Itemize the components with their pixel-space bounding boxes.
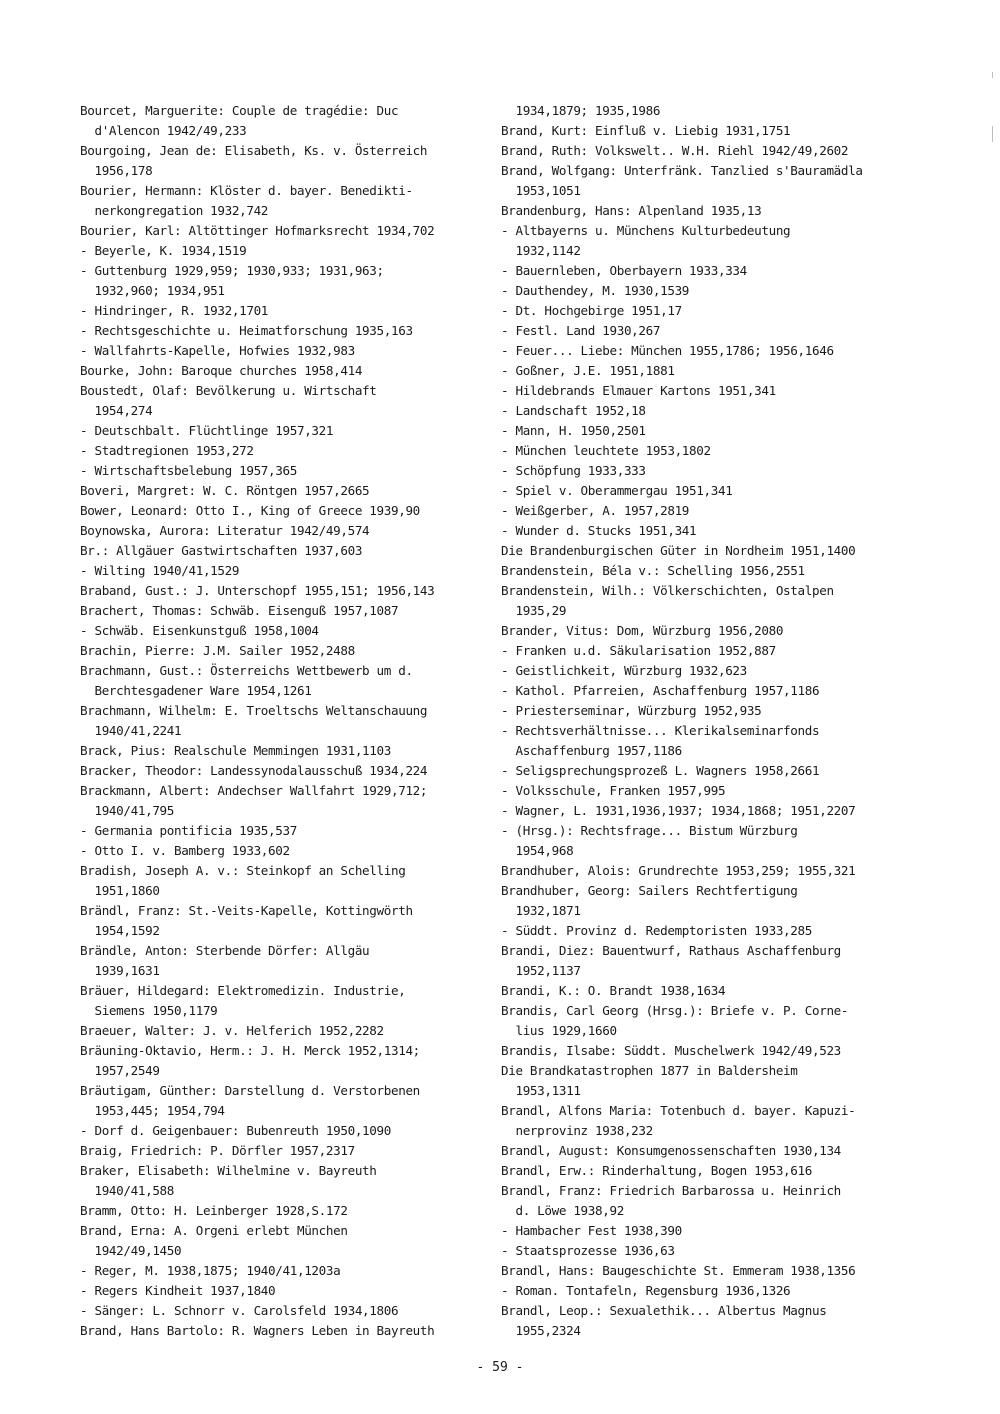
index-entry-line: Bourgoing, Jean de: Elisabeth, Ks. v. Österreich — [80, 143, 428, 158]
index-entry-line: Aschaffenburg 1957,1186 — [501, 743, 682, 758]
index-entry-line: - Reger, M. 1938,1875; 1940/41,1203a — [80, 1263, 341, 1278]
index-entry-line: Braband, Gust.: J. Unterschopf 1955,151; 1956,143 — [80, 583, 435, 598]
page-number: - 59 - — [476, 1360, 524, 1375]
index-entry-line: 1932,960; 1934,951 — [80, 283, 225, 298]
index-entry-line: - Mann, H. 1950,2501 — [501, 423, 646, 438]
index-entry-line: - Kathol. Pfarreien, Aschaffenburg 1957,1186 — [501, 683, 820, 698]
index-entry-line: Brandl, Alfons Maria: Totenbuch d. bayer. Kapuzi- — [501, 1103, 856, 1118]
index-entry-line: - Altbayerns u. Münchens Kulturbedeutung — [501, 223, 791, 238]
index-entry-line: 1932,1871 — [501, 903, 581, 918]
index-entry-line: 1940/41,588 — [80, 1183, 175, 1198]
index-entry-line: 1932,1142 — [501, 243, 581, 258]
index-entry-line: Brandis, Ilsabe: Süddt. Muschelwerk 1942/49,523 — [501, 1043, 841, 1058]
index-entry-line: Bracker, Theodor: Landessynodalausschuß 1934,224 — [80, 763, 428, 778]
index-entry-line: Brandhuber, Alois: Grundrechte 1953,259; 1955,321 — [501, 863, 856, 878]
index-entry-line: Bräuning-Oktavio, Herm.: J. H. Merck 1952,1314; — [80, 1043, 420, 1058]
index-entry-line: 1942/49,1450 — [80, 1243, 182, 1258]
index-entry-line: - Wallfahrts-Kapelle, Hofwies 1932,983 — [80, 343, 355, 358]
index-entry-line: Brandenburg, Hans: Alpenland 1935,13 — [501, 203, 762, 218]
index-entry-line: Bower, Leonard: Otto I., King of Greece 1939,90 — [80, 503, 420, 518]
index-entry-line: - Rechtsverhältnisse... Klerikalseminarfonds — [501, 723, 820, 738]
index-entry-line: Brand, Hans Bartolo: R. Wagners Leben in Bayreuth — [80, 1323, 435, 1338]
index-entry-line: 1934,1879; 1935,1986 — [501, 103, 661, 118]
index-entry-line: d. Löwe 1938,92 — [501, 1203, 624, 1218]
index-entry-line: 1957,2549 — [80, 1063, 160, 1078]
index-entry-line: - Germania pontificia 1935,537 — [80, 823, 297, 838]
index-entry-line: - Franken u.d. Säkularisation 1952,887 — [501, 643, 776, 658]
index-entry-line: - Süddt. Provinz d. Redemptoristen 1933,285 — [501, 923, 812, 938]
index-entry-line: - Weißgerber, A. 1957,2819 — [501, 503, 690, 518]
index-entry-line: - Dauthendey, M. 1930,1539 — [501, 283, 690, 298]
index-entry-line: Braeuer, Walter: J. v. Helferich 1952,2282 — [80, 1023, 384, 1038]
index-entry-line: Braig, Friedrich: P. Dörfler 1957,2317 — [80, 1143, 355, 1158]
index-entry-line: 1953,1311 — [501, 1083, 581, 1098]
index-entry-line: Brand, Erna: A. Orgeni erlebt München — [80, 1223, 348, 1238]
index-entry-line: - Dorf d. Geigenbauer: Bubenreuth 1950,1090 — [80, 1123, 391, 1138]
index-entry-line: Brandhuber, Georg: Sailers Rechtfertigung — [501, 883, 798, 898]
index-entry-line: - Feuer... Liebe: München 1955,1786; 1956,1646 — [501, 343, 834, 358]
index-entry-line: 1954,274 — [80, 403, 153, 418]
index-entry-line: Brander, Vitus: Dom, Würzburg 1956,2080 — [501, 623, 784, 638]
index-entry-line: nerprovinz 1938,232 — [501, 1123, 653, 1138]
index-entry-line: 1954,968 — [501, 843, 574, 858]
index-entry-line: - Staatsprozesse 1936,63 — [501, 1243, 675, 1258]
index-entry-line: Bourke, John: Baroque churches 1958,414 — [80, 363, 363, 378]
index-entry-line: - Sänger: L. Schnorr v. Carolsfeld 1934,1806 — [80, 1303, 399, 1318]
index-entry-line: Brandl, Leop.: Sexualethik... Albertus Magnus — [501, 1303, 827, 1318]
index-entry-line: 1935,29 — [501, 603, 567, 618]
index-entry-line: 1940/41,795 — [80, 803, 175, 818]
index-entry-line: - (Hrsg.): Rechtsfrage... Bistum Würzburg — [501, 823, 798, 838]
index-entry-line: - Hambacher Fest 1938,390 — [501, 1223, 682, 1238]
index-entry-line: - Rechtsgeschichte u. Heimatforschung 1935,163 — [80, 323, 413, 338]
index-entry-line: - Roman. Tontafeln, Regensburg 1936,1326 — [501, 1283, 791, 1298]
index-entry-line: - Wilting 1940/41,1529 — [80, 563, 240, 578]
index-column-right — [501, 101, 921, 1341]
index-entry-line: Die Brandkatastrophen 1877 in Baldersheim — [501, 1063, 798, 1078]
index-entry-line: - Wagner, L. 1931,1936,1937; 1934,1868; 1951,2207 — [501, 803, 856, 818]
index-entry-line: Brandl, Franz: Friedrich Barbarossa u. Heinrich — [501, 1183, 841, 1198]
index-entry-line: - Guttenburg 1929,959; 1930,933; 1931,963; — [80, 263, 384, 278]
index-entry-line: - Stadtregionen 1953,272 — [80, 443, 254, 458]
index-entry-line: Bräuer, Hildegard: Elektromedizin. Industrie, — [80, 983, 406, 998]
index-entry-line: - Goßner, J.E. 1951,1881 — [501, 363, 675, 378]
index-entry-line: - Regers Kindheit 1937,1840 — [80, 1283, 276, 1298]
index-entry-line: Brandenstein, Béla v.: Schelling 1956,2551 — [501, 563, 805, 578]
index-entry-line: Die Brandenburgischen Güter in Nordheim 1951,1400 — [501, 543, 856, 558]
index-entry-line: Br.: Allgäuer Gastwirtschaften 1937,603 — [80, 543, 363, 558]
index-entry-line: 1940/41,2241 — [80, 723, 182, 738]
scan-edge-mark — [992, 72, 993, 78]
index-entry-line: Brandi, K.: O. Brandt 1938,1634 — [501, 983, 726, 998]
index-entry-line: Brachert, Thomas: Schwäb. Eisenguß 1957,1087 — [80, 603, 399, 618]
index-entry-line: - Volksschule, Franken 1957,995 — [501, 783, 726, 798]
index-entry-line: Brandis, Carl Georg (Hrsg.): Briefe v. P. Corne- — [501, 1003, 849, 1018]
index-entry-line: - Schöpfung 1933,333 — [501, 463, 646, 478]
index-entry-line: Bourier, Hermann: Klöster d. bayer. Benedikti- — [80, 183, 413, 198]
index-entry-line: Braker, Elisabeth: Wilhelmine v. Bayreuth — [80, 1163, 377, 1178]
index-entry-line: - Festl. Land 1930,267 — [501, 323, 661, 338]
index-entry-line: - Geistlichkeit, Würzburg 1932,623 — [501, 663, 747, 678]
index-entry-line: - Priesterseminar, Würzburg 1952,935 — [501, 703, 762, 718]
index-entry-line: Bourcet, Marguerite: Couple de tragédie: Duc — [80, 103, 399, 118]
index-entry-line: Brändl, Franz: St.-Veits-Kapelle, Kottingwörth — [80, 903, 413, 918]
index-entry-line: Bourier, Karl: Altöttinger Hofmarksrecht 1934,702 — [80, 223, 435, 238]
index-entry-line: - Wunder d. Stucks 1951,341 — [501, 523, 697, 538]
index-entry-line: - Landschaft 1952,18 — [501, 403, 646, 418]
index-entry-line: 1952,1137 — [501, 963, 581, 978]
index-entry-line: Bradish, Joseph A. v.: Steinkopf an Schelling — [80, 863, 406, 878]
index-entry-line: Brachmann, Gust.: Österreichs Wettbewerb um d. — [80, 663, 413, 678]
index-entry-line: - Dt. Hochgebirge 1951,17 — [501, 303, 682, 318]
index-entry-line: Boynowska, Aurora: Literatur 1942/49,574 — [80, 523, 370, 538]
index-entry-line: 1955,2324 — [501, 1323, 581, 1338]
index-entry-line: 1954,1592 — [80, 923, 160, 938]
index-entry-line: - Deutschbalt. Flüchtlinge 1957,321 — [80, 423, 334, 438]
index-entry-line: Berchtesgadener Ware 1954,1261 — [80, 683, 312, 698]
index-entry-line: - Beyerle, K. 1934,1519 — [80, 243, 247, 258]
index-entry-line: - München leuchtete 1953,1802 — [501, 443, 711, 458]
index-entry-line: 1939,1631 — [80, 963, 160, 978]
index-entry-line: Brandenstein, Wilh.: Völkerschichten, Ostalpen — [501, 583, 834, 598]
index-entry-line: Brackmann, Albert: Andechser Wallfahrt 1929,712; — [80, 783, 428, 798]
index-entry-line: nerkongregation 1932,742 — [80, 203, 269, 218]
index-entry-line: Brack, Pius: Realschule Memmingen 1931,1103 — [80, 743, 391, 758]
index-entry-line: Brand, Kurt: Einfluß v. Liebig 1931,1751 — [501, 123, 791, 138]
index-entry-line: - Hindringer, R. 1932,1701 — [80, 303, 269, 318]
index-entry-line: 1956,178 — [80, 163, 153, 178]
index-entry-line: - Wirtschaftsbelebung 1957,365 — [80, 463, 297, 478]
index-entry-line: Brand, Wolfgang: Unterfränk. Tanzlied s'Bauramädla — [501, 163, 863, 178]
index-entry-line: Brandl, August: Konsumgenossenschaften 1930,134 — [501, 1143, 841, 1158]
index-entry-line: Brandl, Erw.: Rinderhaltung, Bogen 1953,616 — [501, 1163, 812, 1178]
index-entry-line: Brachmann, Wilhelm: E. Troeltschs Weltanschauung — [80, 703, 428, 718]
index-entry-line: Brand, Ruth: Volkswelt.. W.H. Riehl 1942/49,2602 — [501, 143, 849, 158]
index-entry-line: - Seligsprechungsprozeß L. Wagners 1958,2661 — [501, 763, 820, 778]
index-entry-line: Brändle, Anton: Sterbende Dörfer: Allgäu — [80, 943, 370, 958]
index-entry-line: Bräutigam, Günther: Darstellung d. Verstorbenen — [80, 1083, 420, 1098]
index-entry-line: - Hildebrands Elmauer Kartons 1951,341 — [501, 383, 776, 398]
index-entry-line: Brandi, Diez: Bauentwurf, Rathaus Aschaffenburg — [501, 943, 841, 958]
index-entry-line: lius 1929,1660 — [501, 1023, 617, 1038]
index-entry-line: Brachin, Pierre: J.M. Sailer 1952,2488 — [80, 643, 355, 658]
index-entry-line: - Spiel v. Oberammergau 1951,341 — [501, 483, 733, 498]
index-entry-line: 1953,1051 — [501, 183, 581, 198]
index-entry-line: Siemens 1950,1179 — [80, 1003, 218, 1018]
index-entry-line: d'Alencon 1942/49,233 — [80, 123, 247, 138]
index-entry-line: Bramm, Otto: H. Leinberger 1928,S.172 — [80, 1203, 348, 1218]
index-entry-line: Brandl, Hans: Baugeschichte St. Emmeram 1938,1356 — [501, 1263, 856, 1278]
index-entry-line: 1953,445; 1954,794 — [80, 1103, 225, 1118]
index-entry-line: Boveri, Margret: W. C. Röntgen 1957,2665 — [80, 483, 370, 498]
index-entry-line: - Bauernleben, Oberbayern 1933,334 — [501, 263, 747, 278]
index-entry-line: Boustedt, Olaf: Bevölkerung u. Wirtschaft — [80, 383, 377, 398]
index-entry-line: - Schwäb. Eisenkunstguß 1958,1004 — [80, 623, 319, 638]
index-entry-line: - Otto I. v. Bamberg 1933,602 — [80, 843, 290, 858]
scan-edge-mark — [992, 126, 993, 142]
index-entry-line: 1951,1860 — [80, 883, 160, 898]
index-column-left — [80, 101, 490, 1341]
